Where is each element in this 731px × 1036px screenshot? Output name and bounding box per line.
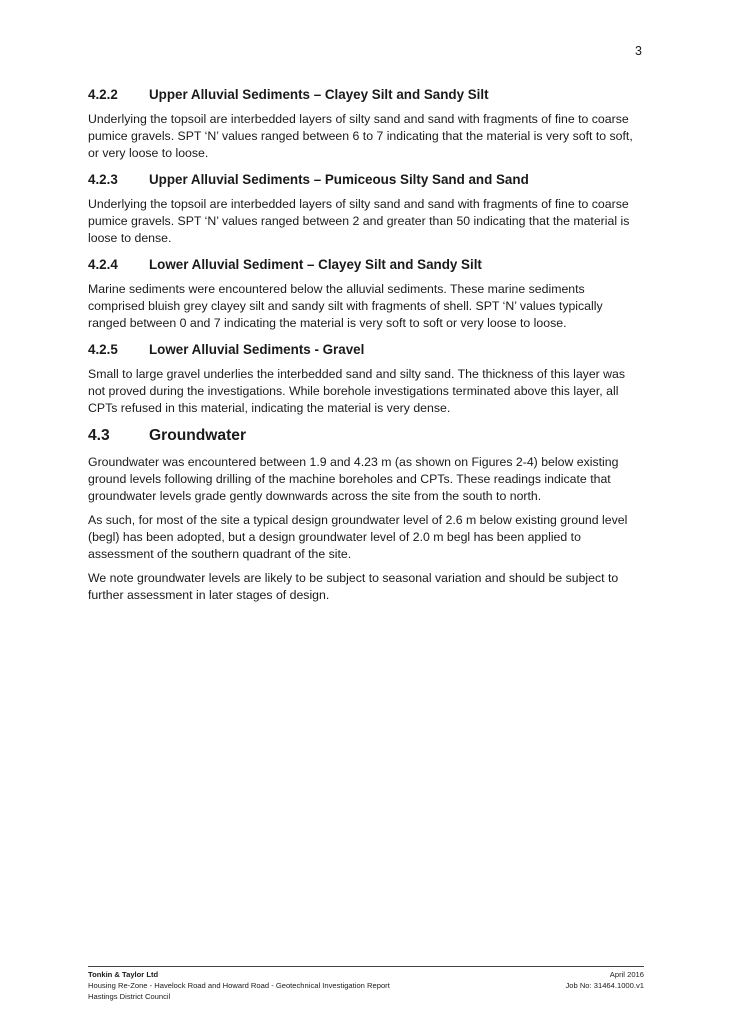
footer-client: Hastings District Council (88, 992, 171, 1001)
section-number: 4.2.5 (88, 342, 118, 357)
section-4-2-5 (88, 342, 644, 417)
footer-company: Tonkin & Taylor Ltd (88, 970, 159, 979)
footer-divider (88, 966, 644, 967)
footer-job-number: Job No: 31464.1000.v1 (565, 981, 644, 990)
section-number: 4.3 (88, 427, 110, 444)
section-number: 4.2.4 (88, 257, 118, 272)
paragraph: Groundwater was encountered between 1.9 and 4.23 m (as shown on Figures 2-4) below existing ground levels following drilling of the machine boreholes and CPTs. These readings indicate that groundwater levels grade gently downwards across the site from the south to north. (88, 455, 619, 503)
footer-project: Housing Re-Zone - Havelock Road and Howard Road - Geotechnical Investigation Report (88, 981, 390, 990)
page-number: 3 (635, 44, 642, 58)
section-title: Upper Alluvial Sediments – Pumiceous Silty Sand and Sand (149, 172, 529, 187)
paragraph: Marine sediments were encountered below the alluvial sediments. These marine sediments comprised bluish grey clayey silt and sandy silt with fragments of shell. SPT ‘N’ values typically ranged between 0 and 7 indicating the material is very soft to soft or very loose to loose. (88, 282, 603, 330)
footer-right (565, 969, 644, 991)
footer-date: April 2016 (609, 970, 644, 979)
section-heading (88, 87, 644, 102)
section-number: 4.2.2 (88, 87, 118, 102)
section-4-2-2 (88, 87, 644, 162)
document-body (88, 87, 644, 614)
paragraph: As such, for most of the site a typical design groundwater level of 2.6 m below existing ground level (begl) has been adopted, but a design groundwater level of 2.0 m begl has been applied to assessment of the southern quadrant of the site. (88, 513, 628, 561)
paragraph: Underlying the topsoil are interbedded layers of silty sand and sand with fragments of fine to coarse pumice gravels. SPT ‘N’ values ranged between 2 and greater than 50 indicating that the material is loose to dense. (88, 197, 630, 245)
section-title: Lower Alluvial Sediments - Gravel (149, 342, 365, 357)
section-heading (88, 257, 644, 272)
section-4-3 (88, 427, 644, 604)
paragraph: Underlying the topsoil are interbedded layers of silty sand and sand with fragments of fine to coarse pumice gravels. SPT ‘N’ values ranged between 6 to 7 indicating that the material is very soft to soft, or very loose to loose. (88, 112, 633, 160)
section-heading (88, 172, 644, 187)
section-4-2-3 (88, 172, 644, 247)
section-heading (88, 342, 644, 357)
page-footer (88, 969, 644, 1002)
section-number: 4.2.3 (88, 172, 118, 187)
footer-left (88, 969, 390, 1002)
paragraph: We note groundwater levels are likely to be subject to seasonal variation and should be subject to further assessment in later stages of design. (88, 571, 619, 602)
paragraph: Small to large gravel underlies the interbedded sand and silty sand. The thickness of this layer was not proved during the investigations. While borehole investigations terminated above this layer, all CPTs refused in this material, indicating the material is very dense. (88, 367, 626, 415)
section-title: Groundwater (149, 427, 247, 444)
section-title: Upper Alluvial Sediments – Clayey Silt and Sandy Silt (149, 87, 489, 102)
section-4-2-4 (88, 257, 644, 332)
section-heading (88, 427, 644, 445)
section-title: Lower Alluvial Sediment – Clayey Silt and Sandy Silt (149, 257, 482, 272)
